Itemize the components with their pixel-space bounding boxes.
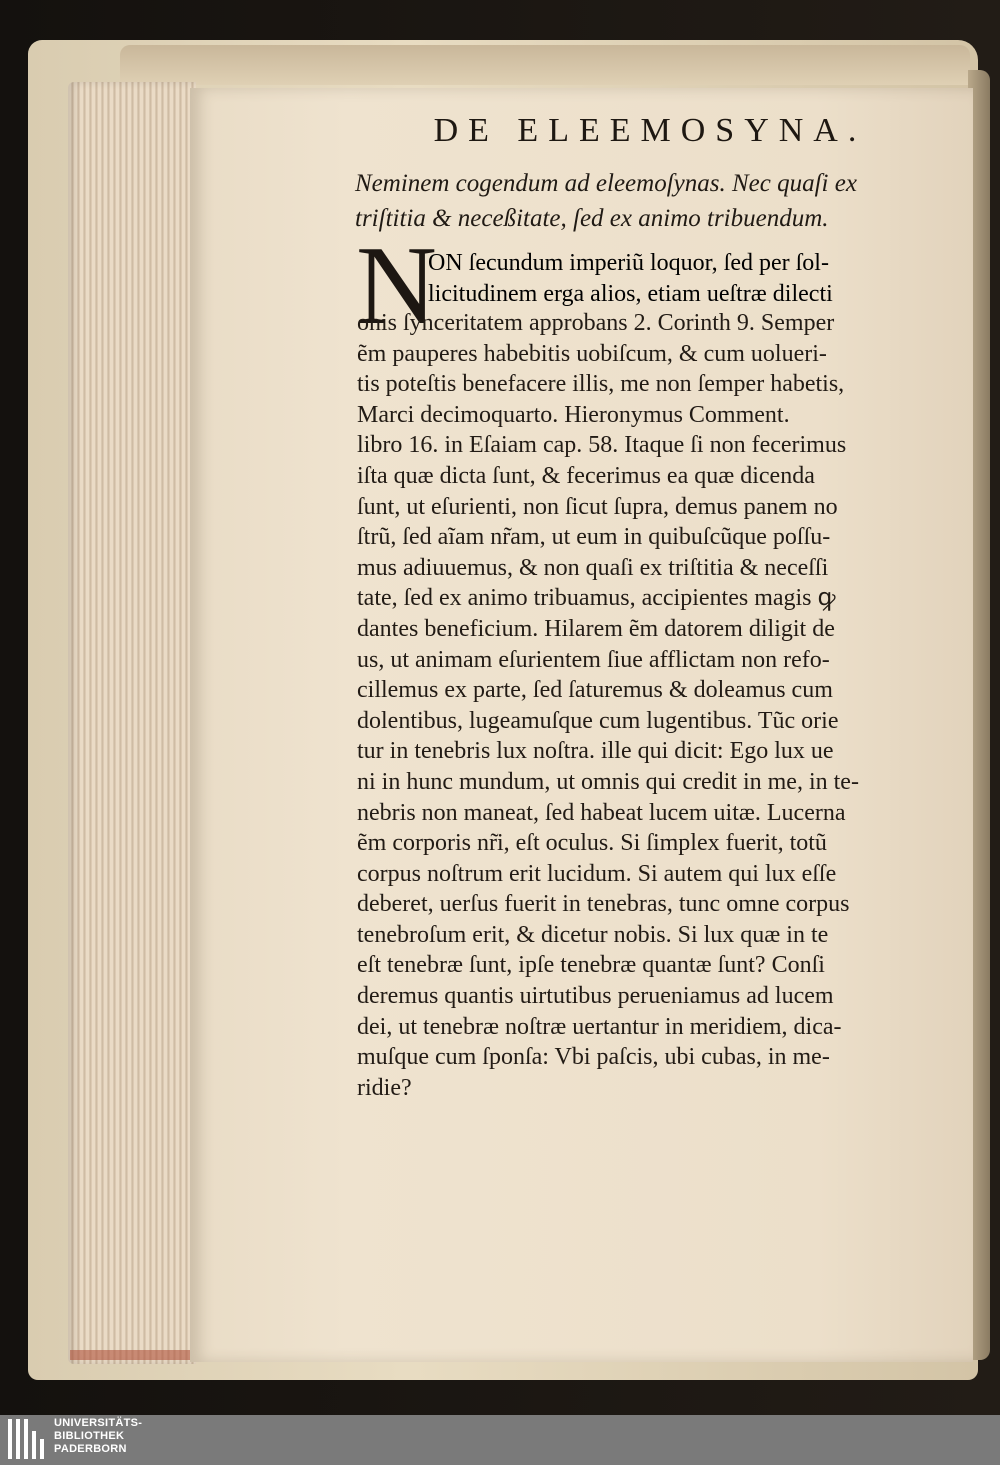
text-line: eſt tenebræ ſunt, ipſe tenebræ quantæ ſunt? Conſi bbox=[357, 952, 825, 979]
text-line: dei, ut tenebræ noſtræ uertantur in meridiem, dica- bbox=[357, 1013, 842, 1040]
text-line: ſunt, ut eſurienti, non ſicut ſupra, demus panem no bbox=[357, 493, 838, 520]
text-line: dantes beneficium. Hilarem ẽm datorem diligit de bbox=[357, 615, 835, 642]
body-text bbox=[357, 308, 932, 1103]
text-line: ni in hunc mundum, ut omnis qui credit in me, in te- bbox=[357, 768, 859, 795]
summary-line: triſtitia & neceßitate, ſed ex animo tribuendum. bbox=[355, 205, 829, 232]
drop-cap: N bbox=[356, 224, 437, 348]
text-line: iſta quæ dicta ſunt, & fecerimus ea quæ dicenda bbox=[357, 462, 815, 489]
text-line: ẽm corporis nr̃i, eſt oculus. Si ſimplex fuerit, totũ bbox=[357, 830, 827, 857]
text-line: deberet, uerſus fuerit in tenebras, tunc omne corpus bbox=[357, 891, 850, 918]
logo-text-line: PADERBORN bbox=[54, 1443, 127, 1455]
library-logo-text bbox=[54, 1417, 142, 1456]
chapter-summary bbox=[355, 166, 935, 236]
text-line: cillemus ex parte, ſed ſaturemus & doleamus cum bbox=[357, 677, 833, 704]
text-line: ſtrũ, ſed aĩam nr̃am, ut eum in quibuſcũque poſſu- bbox=[357, 524, 831, 551]
logo-text-line: BIBLIOTHEK bbox=[54, 1430, 125, 1442]
text-line: onis ſynceritatem approbans 2. Corinth 9. Semper bbox=[357, 310, 835, 336]
text-line: nebris non maneat, ſed habeat lucem uitæ. Lucerna bbox=[357, 799, 846, 826]
opening-lines bbox=[428, 248, 933, 309]
text-line: ẽm pauperes habebitis uobiſcum, & cum uolueri- bbox=[357, 340, 827, 367]
library-logo-icon bbox=[8, 1419, 50, 1459]
binding-top-edge bbox=[120, 45, 970, 85]
text-line: ridie? bbox=[357, 1074, 412, 1101]
red-edge-stain bbox=[70, 1350, 196, 1360]
text-line: mus adiuuemus, & non quaſi ex triſtitia & neceſſi bbox=[357, 554, 829, 581]
text-line: deremus quantis uirtutibus perueniamus ad lucem bbox=[357, 983, 834, 1010]
text-line: licitudinem erga alios, etiam ueſtræ dilecti bbox=[428, 280, 833, 307]
text-line: tis poteſtis benefacere illis, me non ſemper habetis, bbox=[357, 371, 845, 398]
summary-line: Neminem cogendum ad eleemoſynas. Nec quaſi ex bbox=[355, 170, 857, 197]
text-line: libro 16. in Eſaiam cap. 58. Itaque ſi non fecerimus bbox=[357, 432, 847, 459]
text-line: muſque cum ſponſa: Vbi paſcis, ubi cubas, in me- bbox=[357, 1044, 830, 1071]
library-footer bbox=[0, 1415, 1000, 1465]
text-line: dolentibus, lugeamuſque cum lugentibus. Tũc orie bbox=[357, 707, 839, 734]
text-line: tur in tenebris lux noſtra. ille qui dicit: Ego lux ue bbox=[357, 738, 834, 765]
text-line: tenebroſum erit, & dicetur nobis. Si lux quæ in te bbox=[357, 921, 829, 948]
text-line: corpus noſtrum erit lucidum. Si autem qui lux eſſe bbox=[357, 860, 837, 887]
logo-text-line: UNIVERSITÄTS- bbox=[54, 1417, 143, 1429]
text-line: ON ſecundum imperiũ loquor, ſed per ſol- bbox=[428, 250, 829, 276]
text-line: us, ut animam eſurientem ſiue afflictam non refo- bbox=[357, 646, 830, 673]
page-block-edges bbox=[68, 82, 196, 1364]
text-line: Marci decimoquarto. Hieronymus Comment. bbox=[357, 401, 790, 428]
running-head: DE ELEEMOSYNA. bbox=[433, 112, 867, 149]
text-line: tate, ſed ex animo tribuamus, accipientes magis ꝙ bbox=[357, 585, 836, 612]
